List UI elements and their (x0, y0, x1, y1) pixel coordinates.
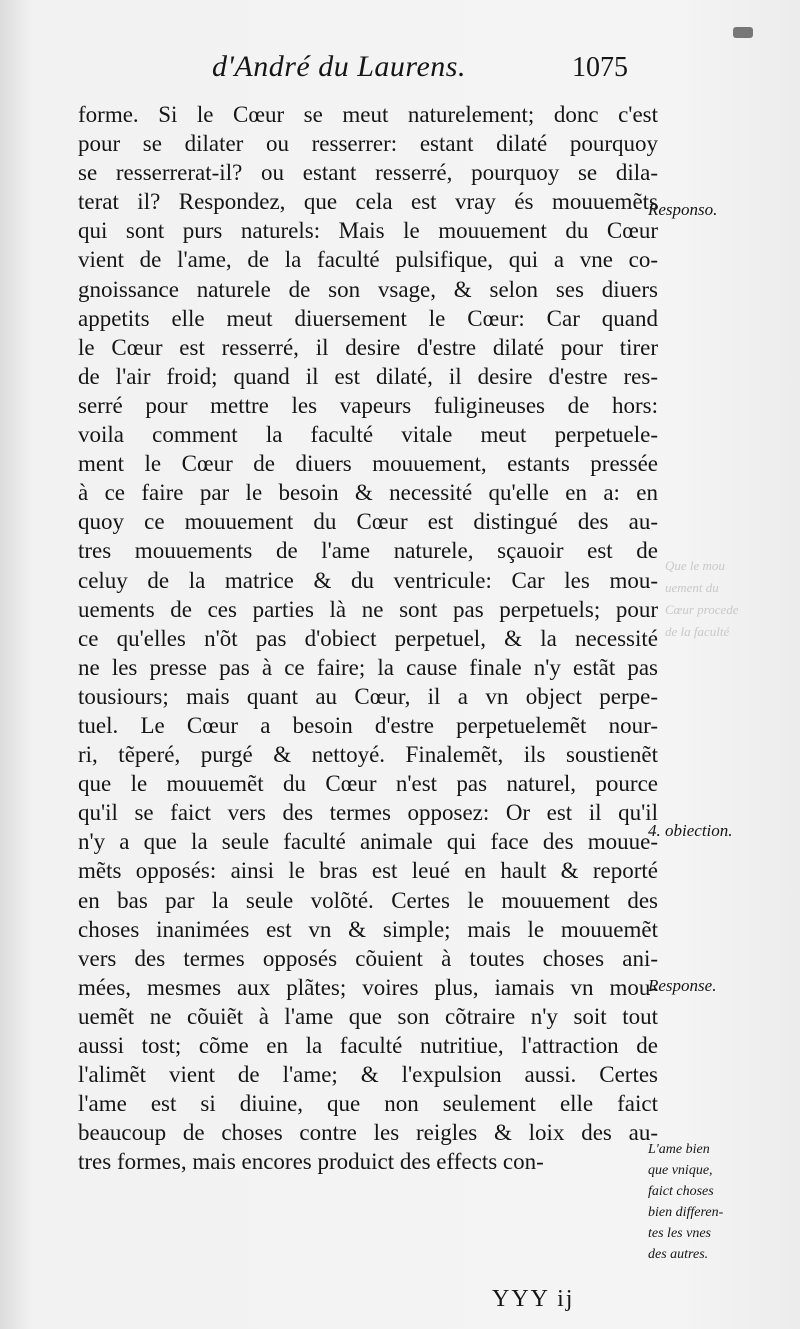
scan-corner-mark (733, 27, 753, 38)
text-line: pour se dilater ou resserrer: estant dilaté pourquoy (78, 131, 658, 157)
text-line: uemẽt ne cõuiẽt à l'ame que son cõtraire n'y soit tout (78, 1003, 658, 1029)
text-line: que le mouuemẽt du Cœur n'est pas naturel, pource (78, 771, 658, 797)
text-line: ment le Cœur de diuers mouuement, estants pressée (78, 451, 658, 477)
text-line: ri, tẽperé, purgé & nettoyé. Finalemẽt, ils soustienẽt (78, 742, 658, 768)
text-line: terat il? Respondez, que cela est vray és mouuemẽts (78, 189, 658, 215)
text-line: tuel. Le Cœur a besoin d'estre perpetuelemẽt nour- (78, 712, 658, 738)
bleed-through-text: Que le mou uement du Cœur procede de la faculté (665, 558, 739, 639)
text-line: qui sont purs naturels: Mais le mouuement du Cœur (78, 218, 658, 244)
text-line: choses inanimées est vn & simple; mais le mouuemẽt (78, 916, 658, 942)
margin-note-line: faict choses (648, 1184, 714, 1199)
text-line: l'ame est si diuine, que non seulement elle faict (78, 1091, 658, 1117)
margin-note-response: Responso. (648, 200, 718, 219)
text-line: tres formes, mais encores produict des effects con- (78, 1149, 544, 1175)
text-line: quoy ce mouuement du Cœur est distingué des au- (78, 509, 658, 535)
text-line: aussi tost; cõme en la faculté nutritiue, l'attraction de (78, 1033, 658, 1058)
text-line: serré pour mettre les vapeurs fuligineuses de hors: (78, 392, 658, 418)
margin-note-lame-bien (648, 1139, 723, 1265)
text-line: le Cœur est resserré, il desire d'estre dilaté pour tirer (78, 334, 658, 360)
body-text (78, 100, 658, 1176)
text-line: ce qu'elles n'õt pas d'obiect perpetuel, & la necessité (78, 625, 658, 651)
margin-note-line: tes les vnes (648, 1226, 711, 1241)
margin-note-objection: 4. obiection. (648, 821, 733, 840)
text-line: l'alimẽt vient de l'ame; & l'expulsion aussi. Certes (78, 1062, 658, 1088)
margin-note-line: que vnique, (648, 1163, 713, 1178)
text-line: gnoissance naturele de son vsage, & selon ses diuers (78, 276, 658, 302)
text-line: de l'air froid; quand il est dilaté, il desire d'estre res- (78, 363, 658, 389)
text-line: n'y a que la seule faculté animale qui face des mouue- (78, 829, 658, 855)
running-title: d'André du Laurens. (212, 50, 466, 83)
text-line: se resserrerat-il? ou estant resserré, pourquoy se dila- (78, 160, 658, 186)
text-line: tousiours; mais quant au Cœur, il a vn object perpe- (78, 683, 658, 709)
text-line: à ce faire par le besoin & necessité qu'elle en a: en (78, 480, 658, 506)
text-line: uements de ces parties là ne sont pas perpetuels; pour (78, 596, 658, 622)
text-line: mées, mesmes aux plãtes; voires plus, iamais vn mou- (78, 974, 658, 1000)
page-header (0, 50, 800, 94)
text-line: celuy de la matrice & du ventricule: Car les mou- (78, 567, 658, 593)
text-line: appetits elle meut diuersement le Cœur: Car quand (78, 305, 658, 331)
text-line: voila comment la faculté vitale meut perpetuele- (78, 422, 658, 448)
margin-note-line: des autres. (648, 1247, 709, 1262)
text-line: ne les presse pas à ce faire; la cause finale n'y estãt pas (78, 654, 658, 680)
signature-mark: YYY ij (492, 1286, 575, 1312)
text-line: forme. Si le Cœur se meut naturelement; donc c'est (78, 102, 658, 127)
text-line: vient de l'ame, de la faculté pulsifique, qui a vne co- (78, 247, 658, 273)
margin-note-line: L'ame bien (648, 1142, 710, 1157)
text-line: beaucoup de choses contre les reigles & loix des au- (78, 1120, 658, 1146)
text-line: tres mouuements de l'ame naturele, sçauoir est de (78, 538, 658, 564)
text-line: qu'il se faict vers des termes opposez: Or est il qu'il (78, 800, 658, 826)
margin-note-response-2: Response. (648, 976, 717, 995)
page-number: 1075 (572, 52, 628, 83)
text-line: vers des termes opposés cõuient à toutes choses ani- (78, 945, 658, 971)
text-line: mẽts opposés: ainsi le bras est leué en hault & reporté (78, 858, 658, 884)
margin-note-line: bien differen- (648, 1205, 724, 1220)
text-line: en bas par la seule volõté. Certes le mouuement des (78, 887, 658, 913)
